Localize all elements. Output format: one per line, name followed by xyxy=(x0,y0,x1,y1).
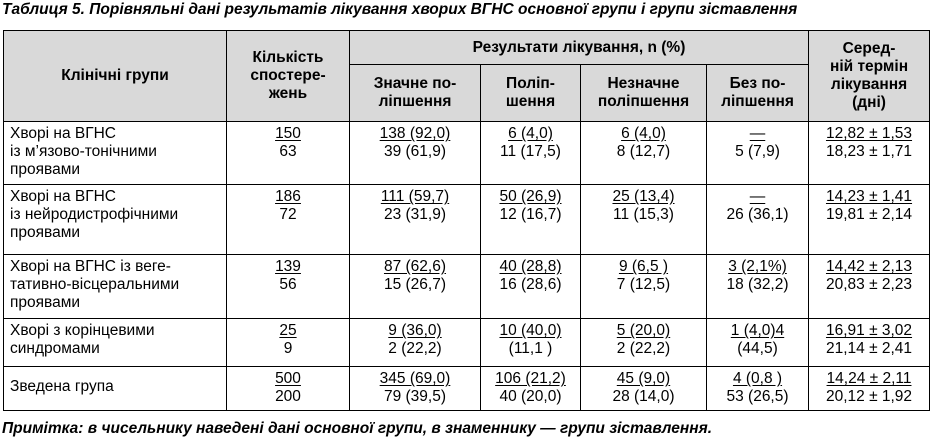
group-cell: Хворі на ВГНС із м’язово-тонічними проявами xyxy=(4,122,227,185)
improvement-cell: 50 (26,9) 12 (16,7) xyxy=(481,185,581,255)
table-row xyxy=(4,122,930,185)
header-significant-improvement: Значне по- ліпшення xyxy=(350,65,481,122)
table-caption: Таблиця 5. Порівняльні дані результатів лікування хворих ВГНС основної групи і групи зіставлення xyxy=(2,1,798,18)
count-cell: 500 200 xyxy=(227,367,350,411)
none-cell: 3 (2,1%) 18 (32,2) xyxy=(707,255,809,319)
table-row xyxy=(4,319,930,367)
header-average-term: Серед- ній термін лікування (дні) xyxy=(809,31,930,122)
minor-cell: 25 (13,4) 11 (15,3) xyxy=(581,185,707,255)
header-improvement: Поліп- шення xyxy=(481,65,581,122)
table-note: Примітка: в чисельнику наведені дані основної групи, в знаменнику — групи зіставлення. xyxy=(2,420,713,437)
significant-cell: 345 (69,0) 79 (39,5) xyxy=(350,367,481,411)
minor-cell: 45 (9,0) 28 (14,0) xyxy=(581,367,707,411)
header-no-improvement: Без по- ліпшення xyxy=(707,65,809,122)
improvement-cell: 106 (21,2) 40 (20,0) xyxy=(481,367,581,411)
significant-cell: 9 (36,0) 2 (22,2) xyxy=(350,319,481,367)
minor-cell: 9 (6,5 ) 7 (12,5) xyxy=(581,255,707,319)
count-cell: 25 9 xyxy=(227,319,350,367)
avg-cell: 14,24 ± 2,11 20,12 ± 1,92 xyxy=(809,367,930,411)
count-cell: 139 56 xyxy=(227,255,350,319)
avg-cell: 16,91 ± 3,02 21,14 ± 2,41 xyxy=(809,319,930,367)
header-treatment-results: Результати лікування, n (%) xyxy=(350,31,809,65)
table-row-summary xyxy=(4,367,930,411)
group-cell: Хворі з корінцевими синдромами xyxy=(4,319,227,367)
significant-cell: 138 (92,0) 39 (61,9) xyxy=(350,122,481,185)
none-cell: — 5 (7,9) xyxy=(707,122,809,185)
header-clinical-groups: Клінічні групи xyxy=(4,31,227,122)
results-table xyxy=(3,30,930,411)
avg-cell: 14,23 ± 1,41 19,81 ± 2,14 xyxy=(809,185,930,255)
group-cell: Хворі на ВГНС із веге- тативно-вісцеральними проявами xyxy=(4,255,227,319)
count-cell: 150 63 xyxy=(227,122,350,185)
header-minor-improvement: Незначне поліпшення xyxy=(581,65,707,122)
improvement-cell: 10 (40,0) (11,1 ) xyxy=(481,319,581,367)
group-cell: Хворі на ВГНС із нейродистрофічними проявами xyxy=(4,185,227,255)
avg-cell: 12,82 ± 1,53 18,23 ± 1,71 xyxy=(809,122,930,185)
avg-cell: 14,42 ± 2,13 20,83 ± 2,23 xyxy=(809,255,930,319)
count-cell: 186 72 xyxy=(227,185,350,255)
improvement-cell: 6 (4,0) 11 (17,5) xyxy=(481,122,581,185)
minor-cell: 6 (4,0) 8 (12,7) xyxy=(581,122,707,185)
table-row xyxy=(4,255,930,319)
none-cell: — 26 (36,1) xyxy=(707,185,809,255)
significant-cell: 111 (59,7) 23 (31,9) xyxy=(350,185,481,255)
none-cell: 4 (0,8 ) 53 (26,5) xyxy=(707,367,809,411)
header-observation-count: Кількість спостере- жень xyxy=(227,31,350,122)
group-cell: Зведена група xyxy=(4,367,227,411)
significant-cell: 87 (62,6) 15 (26,7) xyxy=(350,255,481,319)
minor-cell: 5 (20,0) 2 (22,2) xyxy=(581,319,707,367)
improvement-cell: 40 (28,8) 16 (28,6) xyxy=(481,255,581,319)
table-row xyxy=(4,185,930,255)
none-cell: 1 (4,0)4 (44,5) xyxy=(707,319,809,367)
